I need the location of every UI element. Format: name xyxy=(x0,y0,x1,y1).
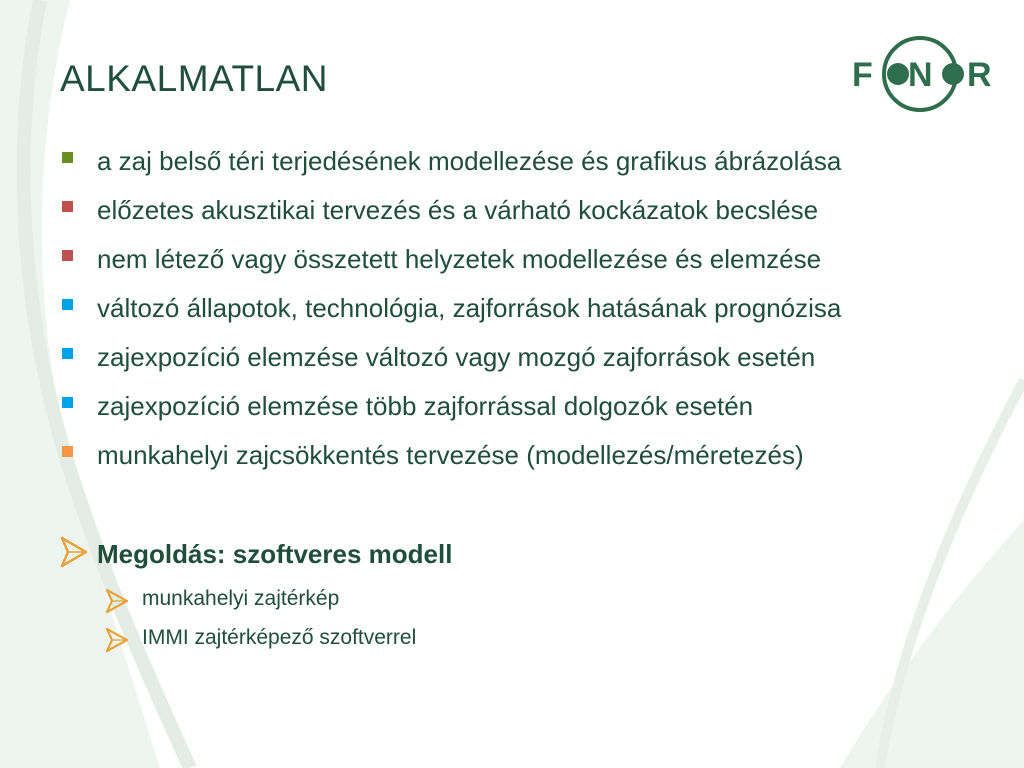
sub-item-text: munkahelyi zajtérkép xyxy=(142,587,340,610)
square-bullet-icon xyxy=(62,201,73,212)
square-bullet-icon xyxy=(62,152,73,163)
sub-list-item xyxy=(105,626,417,659)
list-item xyxy=(60,289,1020,338)
svg-text:N: N xyxy=(908,56,933,94)
list-item xyxy=(60,387,1020,436)
svg-text:F: F xyxy=(852,56,873,94)
slide-title: ALKALMATLAN xyxy=(60,58,329,99)
bullet-text: előzetes akusztikai tervezés és a várható kockázatok becslése xyxy=(97,195,819,225)
svg-text:R: R xyxy=(967,56,992,94)
fonor-logo xyxy=(850,28,1000,116)
bullet-text: változó állapotok, technológia, zajforrások hatásának prognózisa xyxy=(97,293,842,323)
solution-point xyxy=(60,535,453,574)
bullet-text: munkahelyi zajcsökkentés tervezése (modellezés/méretezés) xyxy=(97,440,804,470)
list-item xyxy=(60,436,1020,485)
list-item xyxy=(60,142,1020,191)
list-item xyxy=(60,338,1020,387)
square-bullet-icon xyxy=(62,446,73,457)
arrow-bullet-icon xyxy=(60,535,90,569)
sub-list-item xyxy=(105,587,340,620)
bullet-text: zajexpozíció elemzése változó vagy mozgó zajforrások esetén xyxy=(97,342,816,372)
square-bullet-icon xyxy=(62,250,73,261)
arrow-bullet-icon xyxy=(105,626,131,654)
bullet-text: a zaj belső téri terjedésének modellezése és grafikus ábrázolása xyxy=(97,146,842,176)
list-item xyxy=(60,240,1020,289)
square-bullet-icon xyxy=(62,397,73,408)
solution-text: Megoldás: szoftveres modell xyxy=(97,539,453,569)
bullet-text: zajexpozíció elemzése több zajforrással dolgozók esetén xyxy=(97,391,754,421)
square-bullet-icon xyxy=(62,348,73,359)
bullet-text: nem létező vagy összetett helyzetek modellezése és elemzése xyxy=(97,244,822,274)
sub-item-text: IMMI zajtérképező szoftverrel xyxy=(142,626,417,649)
bullet-list xyxy=(60,142,1020,485)
list-item xyxy=(60,191,1020,240)
arrow-bullet-icon xyxy=(105,587,131,615)
square-bullet-icon xyxy=(62,299,73,310)
